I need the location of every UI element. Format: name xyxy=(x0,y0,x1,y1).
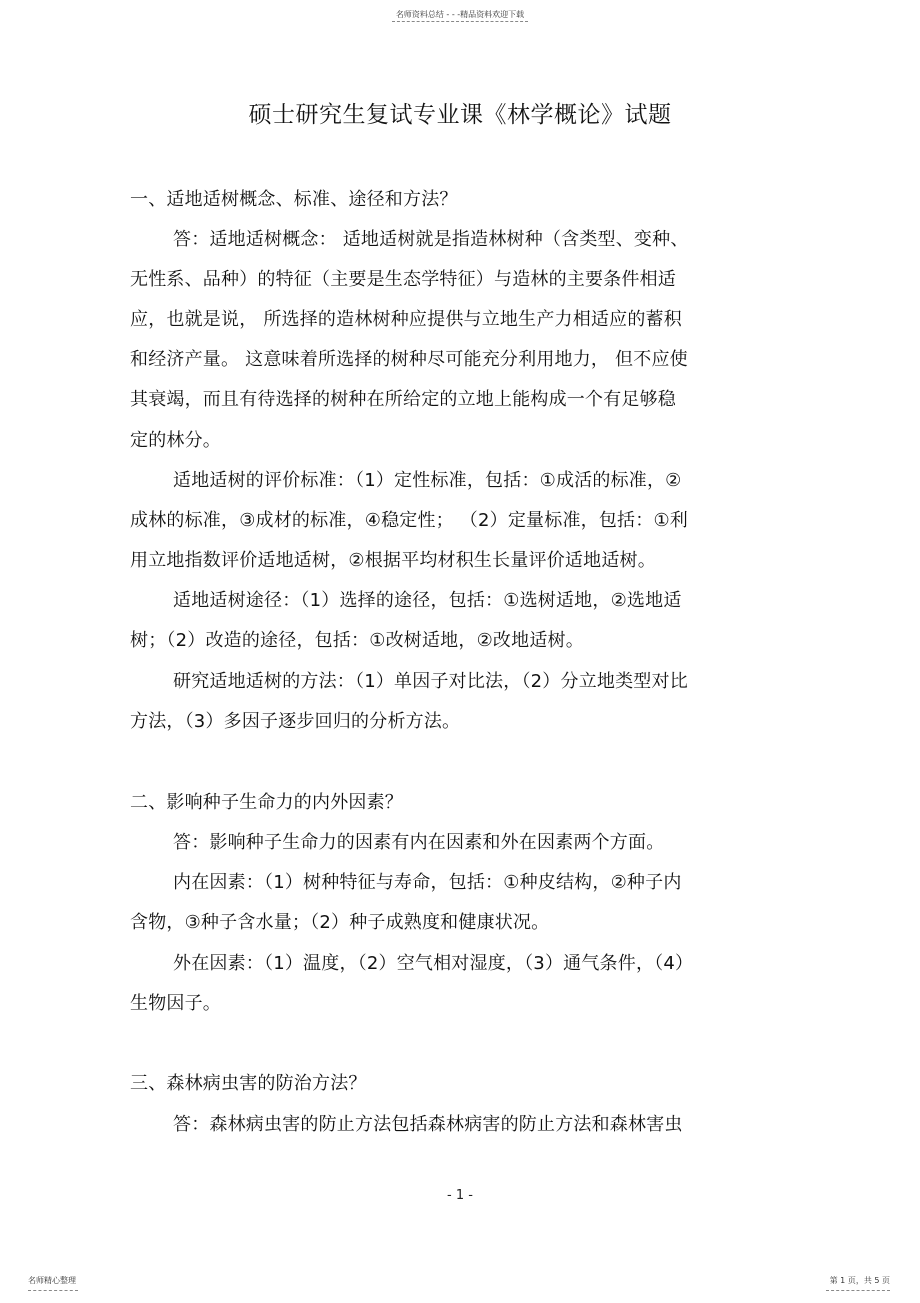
paragraph-line: 答：森林病虫害的防止方法包括森林病害的防止方法和森林害虫 xyxy=(173,1114,683,1135)
footer-left-divider xyxy=(28,1290,78,1291)
paragraph-line: 答：影响种子生命力的因素有内在因素和外在因素两个方面。 xyxy=(173,832,665,853)
paragraph-line: 定的林分。 xyxy=(130,430,221,451)
paragraph-line: 和经济产量。 这意味着所选择的树种尽可能充分利用地力， 但不应使 xyxy=(130,349,688,370)
paragraph-line: 内在因素：（1）树种特征与寿命，包括：①种皮结构，②种子内 xyxy=(173,872,682,893)
question-2-heading: 二、影响种子生命力的内外因素？ xyxy=(130,792,403,813)
paragraph-line: 研究适地适树的方法：（1）单因子对比法，（2）分立地类型对比 xyxy=(173,671,688,692)
footer-page-count: 第 1 页，共 5 页 xyxy=(829,1276,890,1285)
question-3-heading: 三、森林病虫害的防治方法？ xyxy=(130,1073,367,1094)
paragraph-line: 用立地指数评价适地适树，②根据平均材积生长量评价适地适树。 xyxy=(130,550,656,571)
paragraph-line: 无性系、品种）的特征（主要是生态学特征）与造林的主要条件相适 xyxy=(130,269,676,290)
paragraph-line: 应，也就是说， 所选择的造林树种应提供与立地生产力相适应的蓄积 xyxy=(130,309,682,330)
header-banner: 名师资料总结 - - -精品资料欢迎下载 xyxy=(395,10,525,19)
footer-left-text: 名师精心整理 xyxy=(28,1276,76,1285)
page-number: - 1 - xyxy=(447,1188,473,1203)
paragraph-line: 外在因素：（1）温度，（2）空气相对湿度，（3）通气条件，（4） xyxy=(173,953,694,974)
question-1-heading: 一、适地适树概念、标准、途径和方法？ xyxy=(130,189,458,210)
paragraph-line: 含物，③种子含水量；（2）种子成熟度和健康状况。 xyxy=(130,912,550,933)
paragraph-line: 答：适地适树概念： 适地适树就是指造林树种（含类型、变种、 xyxy=(173,229,689,250)
paragraph-line: 成林的标准，③成材的标准，④稳定性； （2）定量标准，包括：①利 xyxy=(130,510,688,531)
paragraph-line: 适地适树途径：（1）选择的途径，包括：①选树适地，②选地适 xyxy=(173,590,682,611)
paragraph-line: 其衰竭，而且有待选择的树种在所给定的立地上能构成一个有足够稳 xyxy=(130,389,676,410)
paragraph-line: 树；（2）改造的途径，包括：①改树适地，②改地适树。 xyxy=(130,630,584,651)
paragraph-line: 方法，（3）多因子逐步回归的分析方法。 xyxy=(130,711,461,732)
footer-right-divider xyxy=(826,1290,890,1291)
header-divider xyxy=(392,21,528,22)
paragraph-line: 适地适树的评价标准：（1）定性标准，包括：①成活的标准，② xyxy=(173,470,682,491)
paragraph-line: 生物因子。 xyxy=(130,993,221,1014)
page-title: 硕士研究生复试专业课《林学概论》试题 xyxy=(248,102,672,128)
